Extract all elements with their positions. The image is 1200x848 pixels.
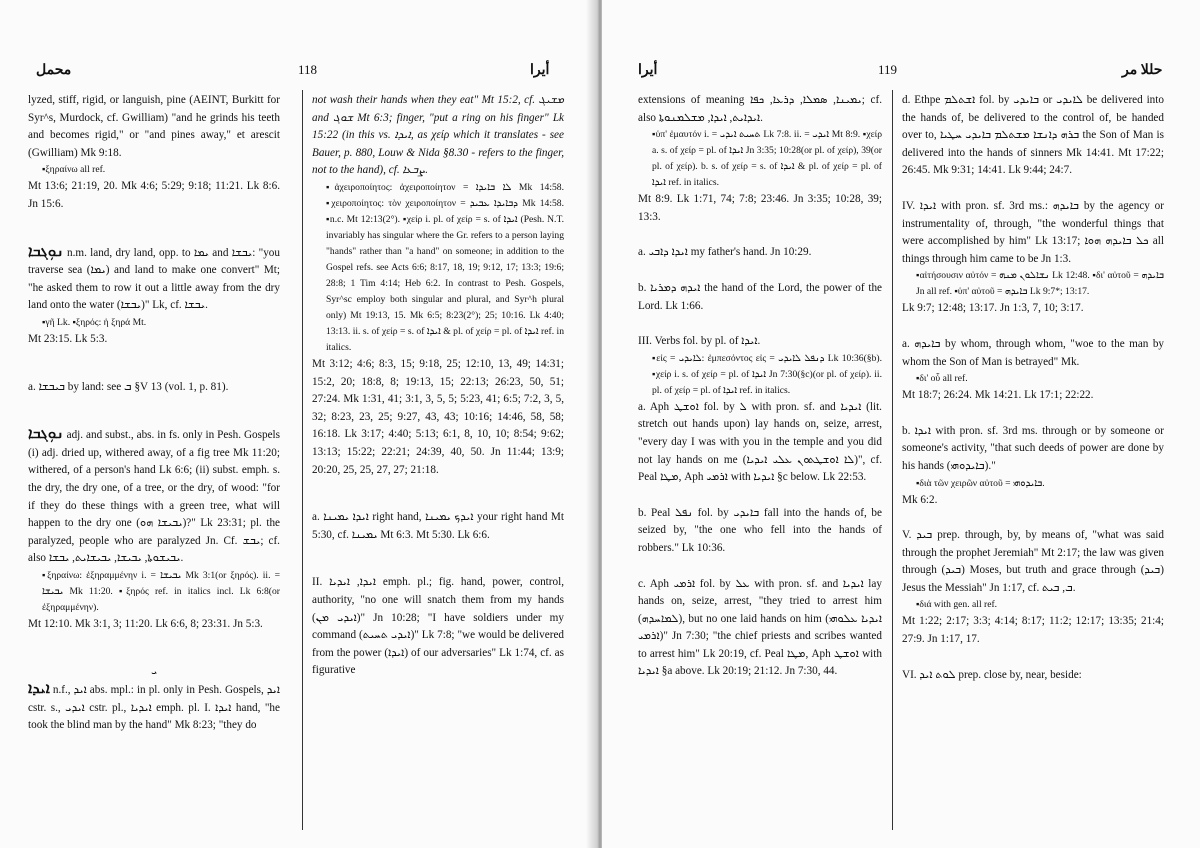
entry-paragraph: d. Ethpe ܐܫܬܠܡ fol. by ܒܐܝܕܝ or ܠܐܝܕܝ be delivered into the hands of, be delivered to the control of, be handed over to, ܒܪܗ ܕܐܢܫܐ ܡܫܬܠܡ ܒܐܝܕܝ ܚܛܝܐ the Son of Man is delivered into the hands of sinners Mk 14:41. Mt 17:22; 26:45. Mk 9:31; 14:41. Lk 9:44; 24:7. <box>902 94 1165 177</box>
left-page-column-2 <box>312 92 564 680</box>
entry-paragraph: a. ܐܝܕܐ ܝܡܝܢܐ right hand, ܐܝܕܟ ܝܡܝܢܐ your right hand Mt 5:30, cf. ܝܡܝܢܐ Mt 6:3. Mt 5:30. Lk 6:6. <box>312 511 564 541</box>
lemma-headword: ܢܘܼܓܒܐ <box>28 243 64 260</box>
lemma-entry <box>28 244 280 315</box>
right-page-running-head-right: حللا مر <box>1122 63 1163 78</box>
entry-paragraph: Mk 6:2. <box>902 493 938 506</box>
letter-marker: ܝ <box>151 666 157 678</box>
entry-paragraph: a. ܒܝܒܫܐ by land: see ܒ §V 13 (vol. 1, p. 81). <box>28 380 229 393</box>
entry-paragraph: V. ܒܝܕ prep. through, by, by means of, "what was said through the prophet Jeremiah" Mt 2:17; the law was given through (ܒܝܕ) Moses, but truth and grace through (ܒܝܕ) Jesus the Messiah" Jn 1:17, cf. ܒ, ܒܝܬ. <box>902 529 1164 594</box>
spacer <box>638 226 882 244</box>
entry-paragraph: b. ܐܝܕܗ ܕܡܪܝܐ the hand of the Lord, the power of the Lord. Lk 1:66. <box>638 281 882 312</box>
column-rule <box>892 90 893 830</box>
entry-paragraph: Mt 3:12; 4:6; 8:3, 15; 9:18, 25; 12:10, 13, 49; 14:31; 15:2, 20; 18:8, 8; 19:13, 15; 22:13; 26:23, 50, 51; 27:24. Mk 1:31, 41; 3:1, 3, 5, 5; 5:23, 41; 6:5; 7:2, 3, 5, 32; 8:23, 23, 25; 9:27, 43, 43; 10:16; 14:46, 58, 58; 16:18. Lk 3:17; 4:40; 5:13; 6:1, 8, 10, 10; 8:54; 9:62; 13:13; 15:22; 22:21; 24:39, 40, 50. Jn 11:44; 13:9; 20:20, 25, 25, 27, 27; 21:18. <box>312 357 564 476</box>
entry-paragraph: III. Verbs fol. by pl. of ܐܝܕܐ. <box>638 335 761 348</box>
spacer <box>902 180 1164 198</box>
left-page <box>0 0 598 848</box>
entry-paragraph: a. ܐܝܕܐ ܕܐܒܝ my father's hand. Jn 10:29. <box>638 246 812 259</box>
greek-note: ▪ἀχειροποίητος: ἀχειροποίητον = ܠܐ ܒܐܝܕܐ Mk 14:58. ▪χειροποίητος: τὸν χειροποίητον = ܕܒܐܝܕܐ ܥܒܝܕ Mk 14:58. ▪n.c. Mt 12:13(2°). ▪χείρ i. pl. of χείρ = s. of ܐܝܕܐ (Pesh. N.T. invariably has singular where the Gr. refers to a person laying "hands" rather than "a hand" on someone; in addition to the Gospel refs. see Acts 6:6; 8:17, 18, 19; 9:12, 17; 13:3; 19:6; 28:8; 1 Tim 4:14; Heb 6:2. In contrast to Pesh. Gospels, Syr^sc employ both singular and plural, and Syr^h plural only) Mt 19:13, 15. Mk 6:5; 8:23(2°); 25; 10:16. Lk 4:40; 13:13. ii. s. of χείρ = s. of ܐܝܕܐ & pl. of χείρ = pl. of ܐܝܕܐ ref. in italics. <box>326 181 564 353</box>
greek-note: ▪ξηραίνω all ref. <box>42 164 106 176</box>
greek-note: ▪αἰτήσουσιν αὐτόν = ܢܫܐܠܘܢ ܡܢܗ Lk 12:48. ▪δι' αὐτοῦ = ܒܐܝܕܗ Jn all ref. ▪ὑπ' αὐτοῦ = ܒܐܝܕܗ Lk 9:7*; 13:17. <box>916 270 1165 298</box>
entry-paragraph: Mt 1:22; 2:17; 3:3; 4:14; 8:17; 11:2; 12:17; 13:35; 21:4; 27:9. Jn 1:17, 17. <box>902 615 1164 646</box>
right-page <box>602 0 1200 848</box>
lemma-definition: n.f., ܐܝܕ abs. mpl.: in pl. only in Pesh. Gospels, ܐܝܕ cstr. s., ܐܝܕܝ cstr. pl., ܐܝܕܝܐ emph. pl. I. ܐܝܕܐ hand, "he took the blind man by the hand" Mk 8:23; "they do <box>28 684 280 732</box>
left-page-column-1 <box>28 92 280 735</box>
right-page-number: 119 <box>878 62 898 77</box>
spacer <box>28 396 280 426</box>
spacer <box>902 405 1164 423</box>
right-page-column-2 <box>902 92 1164 684</box>
spacer <box>312 544 564 574</box>
greek-note: ▪δι' οὗ all ref. <box>916 373 968 385</box>
entry-paragraph: VI. ܠܘܬ ܐܝܕ prep. close by, near, beside: <box>902 668 1082 681</box>
spacer <box>902 649 1164 667</box>
greek-note: ▪διά with gen. all ref. <box>916 599 998 611</box>
spacer <box>312 479 564 509</box>
spacer <box>28 214 280 244</box>
entry-paragraph: c. Aph ܐܪܡܝ fol. by ܥܠ with pron. sf. and ܐܝܕܝܐ lay hands on, seize, arrest, "they tried to arrest him (ܠܡܐܚܕܗ), but no one laid hands on him (ܐܝܕܝܐ ܥܠܘܗܝ ܐܪܡܝ)" Jn 7:30; "the chief priests and scribes wanted to arrest him" Lk 20:19, cf. Peal ܡܛܐ, Aph ܐܘܫܛ with ܐܝܕܝܐ §a above. Lk 20:19; 21:12. Jn 7:30, 44. <box>638 577 882 678</box>
spacer <box>638 558 882 576</box>
entry-paragraph: Lk 9:7; 12:48; 13:17. Jn 1:3, 7, 10; 3:17. <box>902 302 1084 315</box>
spacer <box>28 349 280 379</box>
entry-paragraph: Mt 23:15. Lk 5:3. <box>28 332 108 345</box>
greek-note: ▪διὰ τῶν χειρῶν αὐτοῦ = ܒܐܝܕܘܗܝ. <box>916 477 1045 489</box>
spacer <box>28 633 280 663</box>
entry-paragraph: a. Aph ܐܘܫܛ fol. by ܠ with pron. sf. and ܐܝܕܝܐ (lit. stretch out hands upon) lay hands on, seize, arrest, "every day I was with you in the temple and you did not lay hands on me (ܠܐ ܐܘܫܛܬܘܢ ܥܠܝ ܐܝܕܝܐ)", cf. Peal ܡܛܐ, Aph ܐܪܡܝ with ܐܝܕܝܐ §c below. Lk 22:53. <box>638 400 882 484</box>
entry-paragraph: extensions of meaning ܝܡܝܢܐ, ܣܡܠܐ, ܕܪܥܐ, ܟܦܐ; cf. also ܐܝܕܐܝܬ, ܐܝܕܐ, ܡܫܠܡܢܘܬܐ. <box>638 94 882 124</box>
spacer <box>638 315 882 333</box>
spacer <box>638 262 882 280</box>
entry-paragraph: IV. ܐܝܕܐ with pron. sf. 3rd ms.: ܒܐܝܕܗ by the agency or instrumentality of, through, "the wonderful things that were accomplished by him" Lk 13:17; ܟܠ ܒܐܝܕܗ ܗܘܐ all things through him came to be Jn 1:3. <box>902 199 1164 265</box>
spacer <box>902 509 1164 527</box>
entry-paragraph: Mt 8:9. Lk 1:71, 74; 7:8; 23:46. Jn 3:35; 10:28, 39; 13:3. <box>638 193 882 223</box>
entry-paragraph: b. ܐܝܕܐ with pron. sf. 3rd ms. through or by someone or someone's activity, "that such deeds of power are done by his hands (ܒܐܝܕܘܗܝ)." <box>902 424 1164 472</box>
entry-paragraph: lyzed, stiff, rigid, or languish, pine (AEINT, Burkitt for Syr^s, Murdock, cf. Gwilliam) "and he grinds his teeth and becomes rigid," or "and pines away," et arescit (Gwilliam) Mk 9:18. <box>28 94 280 159</box>
entry-paragraph: a. ܒܐܝܕܗ by whom, through whom, "woe to the man by whom the Son of Man is betrayed" Mk. <box>902 337 1165 368</box>
greek-note: ▪εἰς = ܠܐܝܕܝ: ἐμπεσόντος εἰς = ܕܢܦܠ ܠܐܝܕܝ Lk 10:36(§b). ▪χείρ i. s. of χείρ = pl. of ܐܝܕܐ Jn 7:30(§c)(or pl. of χείρ). ii. pl. of χείρ = pl. of ܐܝܕܐ ref. in italics. <box>652 352 882 396</box>
left-page-running-head-right: أيرا <box>530 63 550 78</box>
column-rule <box>302 90 303 830</box>
greek-note: ▪ὑπ' ἐμαυτόν i. = ܬܚܝܬ ܐܝܕܝ Lk 7:8. ii. = ܐܝܕܝ Mt 8:9. ▪χείρ a. s. of χείρ = pl. of ܐܝܕܐ Jn 3:35; 10:28(or pl. of χείρ), 39(or pl. of χείρ). b. s. of χείρ = s. of ܐܝܕܐ & pl. of χείρ = pl. of ܐܝܕܐ ref. in italics. <box>652 129 882 189</box>
lemma-definition: n.m. land, dry land, opp. to ܝܡܐ and ܝܒܫܐ: "you traverse sea (ܝܡܐ) and land to make one convert" Mt; "he asked them to row it out a little away from the dry land onto the water (ܝܒܫܐ)" Lk, cf. ܝܒܫܐ. <box>28 246 281 312</box>
entry-paragraph: not wash their hands when they eat" Mt 15:2, cf. ܡܫܝܓ and ܫܘܓ Mt 6:3; finger, "put a ring on his finger" Lk 15:22 (in this vs. ܐܝܕܐ, as χείρ which it translates - see Bauer, p. 880, Louw & Nida §8.30 - refers to the finger, not to the hand), cf. ܨܒܥܐ. <box>312 94 565 177</box>
entry-paragraph: Mt 13:6; 21:19, 20. Mk 4:6; 5:29; 9:18; 11:21. Lk 8:6. Jn 15:6. <box>28 180 280 210</box>
left-page-number: 118 <box>298 62 318 77</box>
entry-paragraph: Mt 12:10. Mk 3:1, 3; 11:20. Lk 6:6, 8; 23:31. Jn 5:3. <box>28 617 263 630</box>
lemma-entry <box>28 426 280 568</box>
lemma-definition: adj. and subst., abs. in fs. only in Pesh. Gospels (i) adj. dried up, withered away, of a fig tree Mk 11:20; withered, of a person's hand Lk 6:6; (ii) subst. emph. s. the dry, the dry one, of a tree, or the dry, of wood: "for if they do these things with a green tree, what will happen to the dry one (ܝܒܝܫܐ ܗܘ)?" Lk 23:31; pl. the paralyzed, people who are paralyzed Jn. Cf. ܝܒܫ; cf. also ܝܒܝܫܘܬܐ, ܝܒܝܫܐ, ܝܒܝܫܐܝܬ, ܝܒܫܐ. <box>28 429 280 565</box>
greek-note: ▪γῆ Lk. ▪ξηρός: ἡ ξηρά Mt. <box>42 316 147 328</box>
lemma-entry <box>28 681 280 735</box>
entry-paragraph: b. Peal ܢܦܠ fol. by ܒܐܝܕܝ fall into the hands of, be seized by, "the one who fell into the hands of robbers." Lk 10:36. <box>638 506 882 554</box>
greek-note: ▪ξηραίνω: ἐξηραμμένην i. = ܝܒܝܫܐ Mk 3:1(or ξηρός). ii. = ܝܒܝܫܐ Mk 11:20. ▪ξηρός ref. in italics incl. Lk 6:8(or ἐξηραμμένην). <box>42 569 280 613</box>
lemma-headword: ܐܝܕܐ <box>28 681 50 698</box>
right-page-running-head-left: أيرا <box>638 63 658 78</box>
left-page-running-head-left: محمل <box>36 63 72 78</box>
spacer <box>638 487 882 505</box>
entry-paragraph: II. ܐܝܕܐ, ܐܝܕܝܐ emph. pl.; fig. hand, power, control, authority, "no one will snatch them from my hands (ܐܝܕܝ ܡܢ)" Jn 10:28; "I have soldiers under my command (ܐܝܕܝ ܬܚܝܬ)" Lk 7:8; "we would be delivered from the power (ܐܝܕܐ) of our adversaries" Lk 1:74, cf. as figurative <box>312 576 565 677</box>
lemma-headword: ܢܘܼܓܒܐ <box>28 426 64 443</box>
right-page-column-1 <box>638 92 882 681</box>
entry-paragraph: Mt 18:7; 26:24. Mk 14:21. Lk 17:1; 22:22. <box>902 389 1094 402</box>
spacer <box>902 318 1164 336</box>
